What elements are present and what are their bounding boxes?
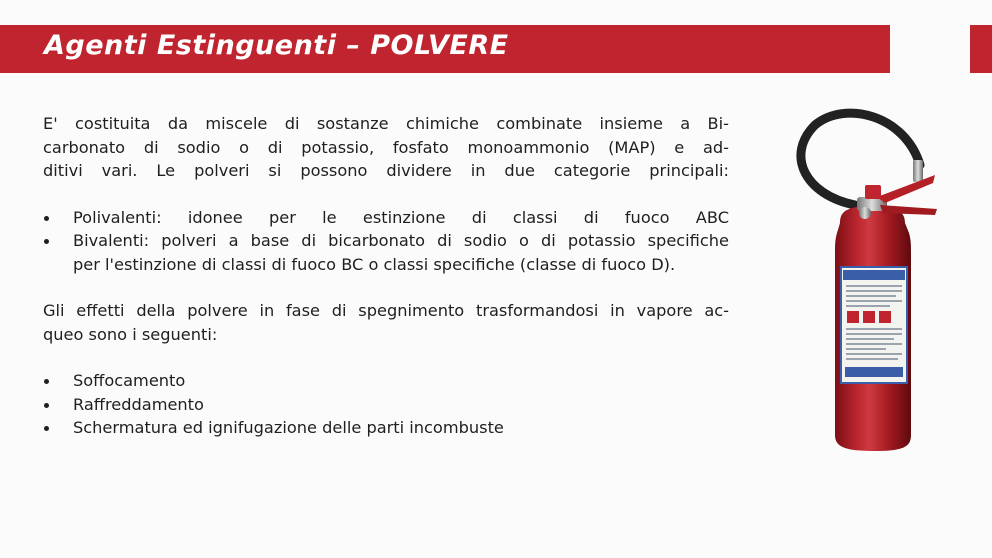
list-item-text: Polivalenti: idonee per le estinzione di classi di fuoco ABC bbox=[73, 207, 729, 227]
effects-line: Gli effetti della polvere in fase di spegnimento trasformandosi in vapore ac- bbox=[43, 301, 729, 320]
intro-line: E' costituita da miscele di sostanze chimiche combinate insieme a Bi- bbox=[43, 114, 729, 133]
list-item-text: Bivalenti: polveri a base di bicarbonato di sodio o di potassio specifiche bbox=[73, 231, 729, 250]
list-item bbox=[43, 393, 729, 417]
list-item-text: Raffreddamento bbox=[73, 394, 204, 414]
list-item-text: Soffocamento bbox=[73, 371, 186, 390]
slide-title: Agenti Estinguenti – POLVERE bbox=[44, 30, 509, 61]
title-accent-block bbox=[970, 25, 992, 73]
slide-content bbox=[43, 112, 729, 440]
list-item bbox=[43, 369, 729, 393]
effects-list bbox=[43, 369, 729, 440]
intro-paragraph bbox=[43, 112, 729, 183]
effects-paragraph bbox=[43, 299, 729, 346]
intro-line: ditivi vari. Le polveri si possono dividere in due categorie principali: bbox=[43, 161, 729, 180]
list-item bbox=[43, 229, 729, 276]
effects-line: queo sono i seguenti: bbox=[43, 324, 218, 344]
list-item-text: Schermatura ed ignifugazione delle parti incombuste bbox=[73, 418, 504, 437]
categories-list bbox=[43, 206, 729, 277]
list-item bbox=[43, 416, 729, 440]
intro-line: carbonato di sodio o di potassio, fosfato monoammonio (MAP) e ad- bbox=[43, 137, 729, 157]
fire-extinguisher-icon bbox=[785, 105, 945, 455]
list-item-text: per l'estinzione di classi di fuoco BC o classi specifiche (classe di fuoco D). bbox=[73, 254, 676, 274]
list-item bbox=[43, 206, 729, 230]
